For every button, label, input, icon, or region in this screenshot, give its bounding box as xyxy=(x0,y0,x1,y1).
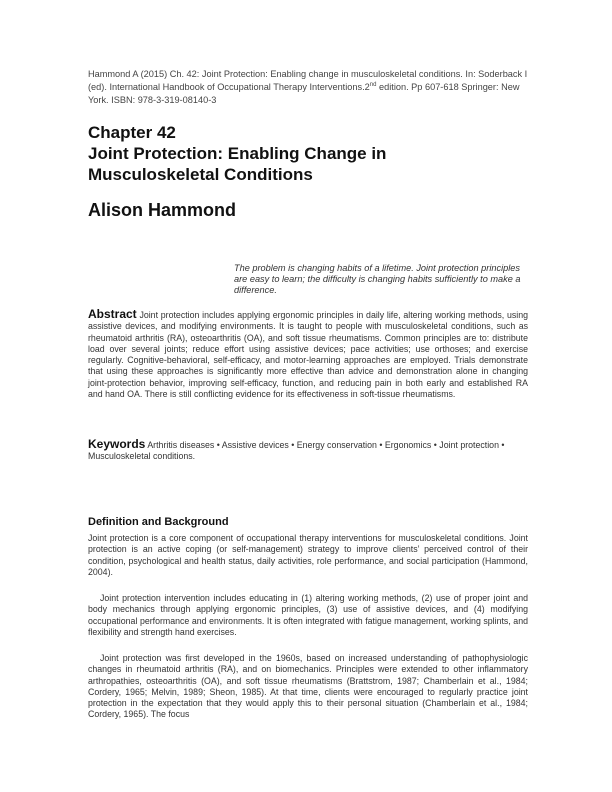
author-name: Alison Hammond xyxy=(88,200,237,220)
abstract xyxy=(88,309,528,400)
section-heading: Definition and Background xyxy=(88,516,229,528)
keywords xyxy=(88,439,528,463)
citation-superscript: nd xyxy=(369,81,377,88)
keywords-text: Arthritis diseases • Assistive devices • Energy conservation • Ergonomics • Joint protection • Musculoskeletal conditions. xyxy=(88,440,505,462)
abstract-text: Joint protection includes applying ergonomic principles in daily life, altering working methods, using assistive devices, and modifying environments. It is taught to people with musculoskeletal conditions, such as rheumatoid arthritis (RA), osteoarthritis (OA), and soft tissue rheumatisms. Common principles are to: distribute load over several joints; reduce effort using assistive devices; pace activities; use orthoses; and exercise regularly. Cognitive-behavioral, self-efficacy, and motor-learning approaches are employed. Trials demonstrate that using these approaches is significantly more effective than advice and demonstration alone in changing joint-protection behavior, improving self-efficacy, function, and reducing pain in both early and established RA and hand OA. There is still conflicting evidence for its effectiveness in soft-tissue rheumatisms. xyxy=(88,310,528,400)
epigraph: The problem is changing habits of a lifetime. Joint protection principles are easy to learn; the difficulty is changing habits sufficiently to make a difference. xyxy=(234,263,521,296)
citation-main: Hammond A (2015) Ch. 42: Joint Protection: Enabling change in musculoskeletal conditions. In: Soderback I (ed). International Handbook of Occupational Therapy Interventions.2 xyxy=(88,69,528,92)
abstract-heading: Abstract xyxy=(88,307,137,321)
body-paragraph-3: Joint protection was first developed in the 1960s, based on increased understanding of pathophysiologic changes in rheumatoid arthritis (RA), and on biomechanics. Principles were extended to other inflammatory arthropathies, osteoarthritis (OA), and soft tissue rheumatisms (Brattstrom, 1987; Chamberlain et al., 1984; Cordery, 1965; Melvin, 1989; Sheon, 1985). At that time, clients were encouraged to regularly practice joint protection in the expectation that they would apply this to their personal situation (Chamberlain et al., 1984; Cordery, 1965). The focus xyxy=(88,653,528,720)
chapter-title-line2: Musculoskeletal Conditions xyxy=(88,165,313,184)
chapter-number: Chapter 42 xyxy=(88,123,176,142)
citation xyxy=(88,68,528,107)
body-paragraph-1: Joint protection is a core component of occupational therapy interventions for musculoskeletal conditions. Joint protection is an active coping (or self-management) strategy to improve clients’ perceived control of their condition, psychological and health status, daily activities, role performance, and social participation (Hammond, 2004). xyxy=(88,533,528,577)
chapter-heading xyxy=(88,122,528,185)
body-paragraph-2: Joint protection intervention includes educating in (1) altering working methods, (2) use of proper joint and body mechanics through applying ergonomic principles, (3) use of assistive devices, and (4) modifying occupational performance and environments. It is often integrated with fatigue management, working splints, and flexibility and strength hand exercises. xyxy=(88,593,528,637)
citation-end: edition. Pp 607-618 Springer: New York. ISBN: 978-3-319-08140-3 xyxy=(88,82,520,105)
keywords-heading: Keywords xyxy=(88,437,146,451)
chapter-title-line1: Joint Protection: Enabling Change in xyxy=(88,144,387,163)
